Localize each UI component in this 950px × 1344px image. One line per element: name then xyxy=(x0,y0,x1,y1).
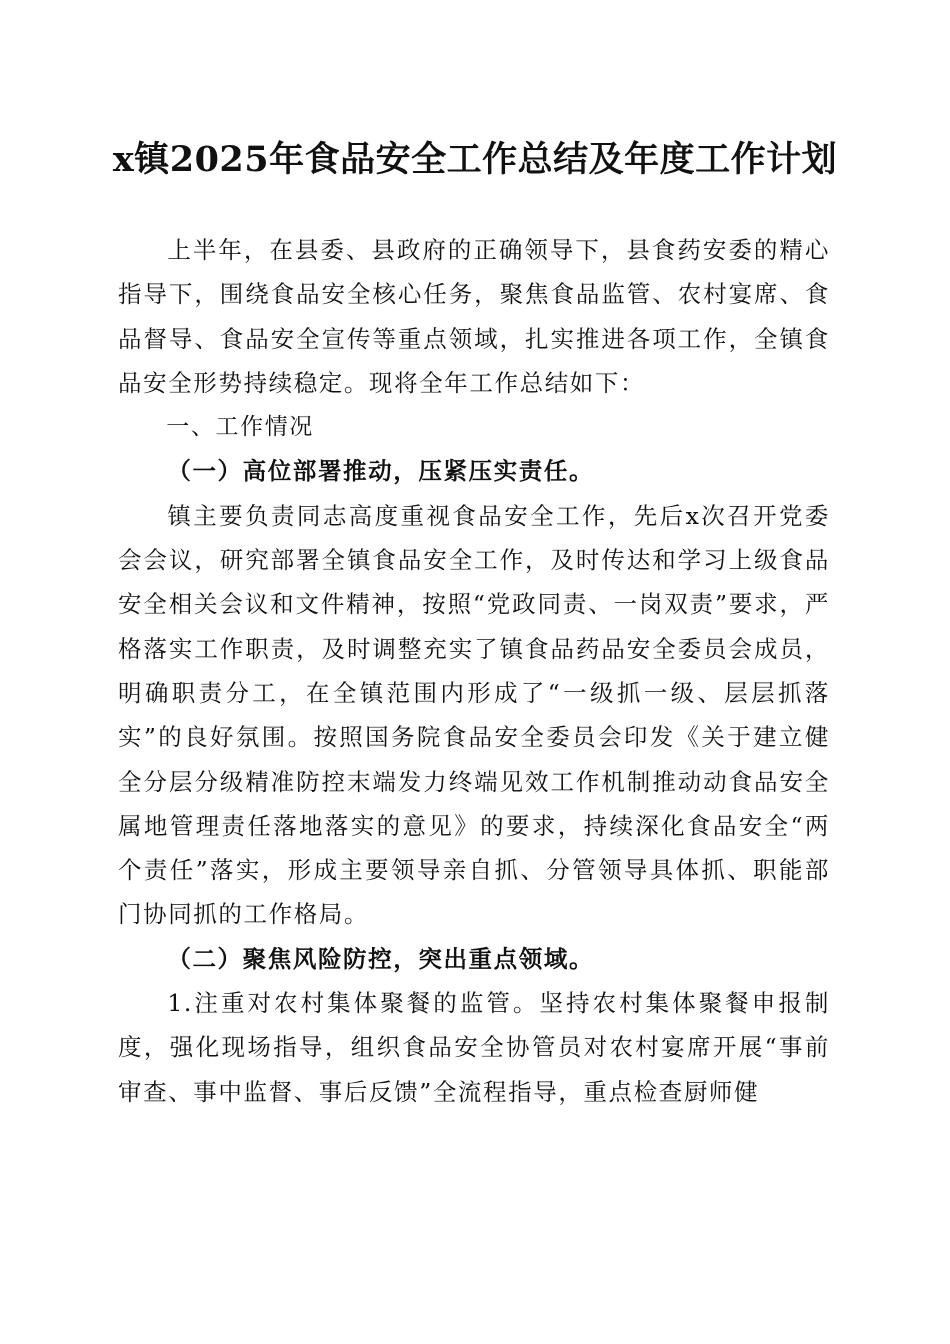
subsection-heading-2: （二）聚焦风险防控，突出重点领域。 xyxy=(167,944,595,973)
item-1-paragraph: 1.注重对农村集体聚餐的监管。坚持农村集体聚餐申报制度，强化现场指导，组织食品安全协管员对农村宴席开展“事前审查、事中监督、事后反馈”全流程指导，重点检查厨师健 xyxy=(118,989,830,1106)
section-heading-work-status: 一、工作情况 xyxy=(166,414,314,441)
subsection-heading-1: （一）高位部署推动，压紧压实责任。 xyxy=(167,457,595,486)
intro-paragraph: 上半年，在县委、县政府的正确领导下，县食药安委的精心指导下，围绕食品安全核心任务，聚焦食品监管、农村宴席、食品督导、食品安全宣传等重点领域，扎实推进各项工作，全镇食品安全形势持续稳定。现将全年工作总结如下： xyxy=(118,236,830,397)
subsection-1-paragraph: 镇主要负责同志高度重视食品安全工作，先后x次召开党委会会议，研究部署全镇食品安全工作，及时传达和学习上级食品安全相关会议和文件精神，按照“党政同责、一岗双责”要求，严格落实工作职责，及时调整充实了镇食品药品安全委员会成员，明确职责分工，在全镇范围内形成了“一级抓一级、层层抓落实”的良好氛围。按照国务院食品安全委员会印发《关于建立健全分层分级精准防控末端发力终端见效工作机制推动动食品安全属地管理责任落地落实的意见》的要求，持续深化食品安全“两个责任”落实，形成主要领导亲自抓、分管领导具体抓、职能部门协同抓的工作格局。 xyxy=(118,501,830,929)
document-title: x镇2025年食品安全工作总结及年度工作计划 xyxy=(112,139,838,180)
document-body xyxy=(118,228,830,1114)
